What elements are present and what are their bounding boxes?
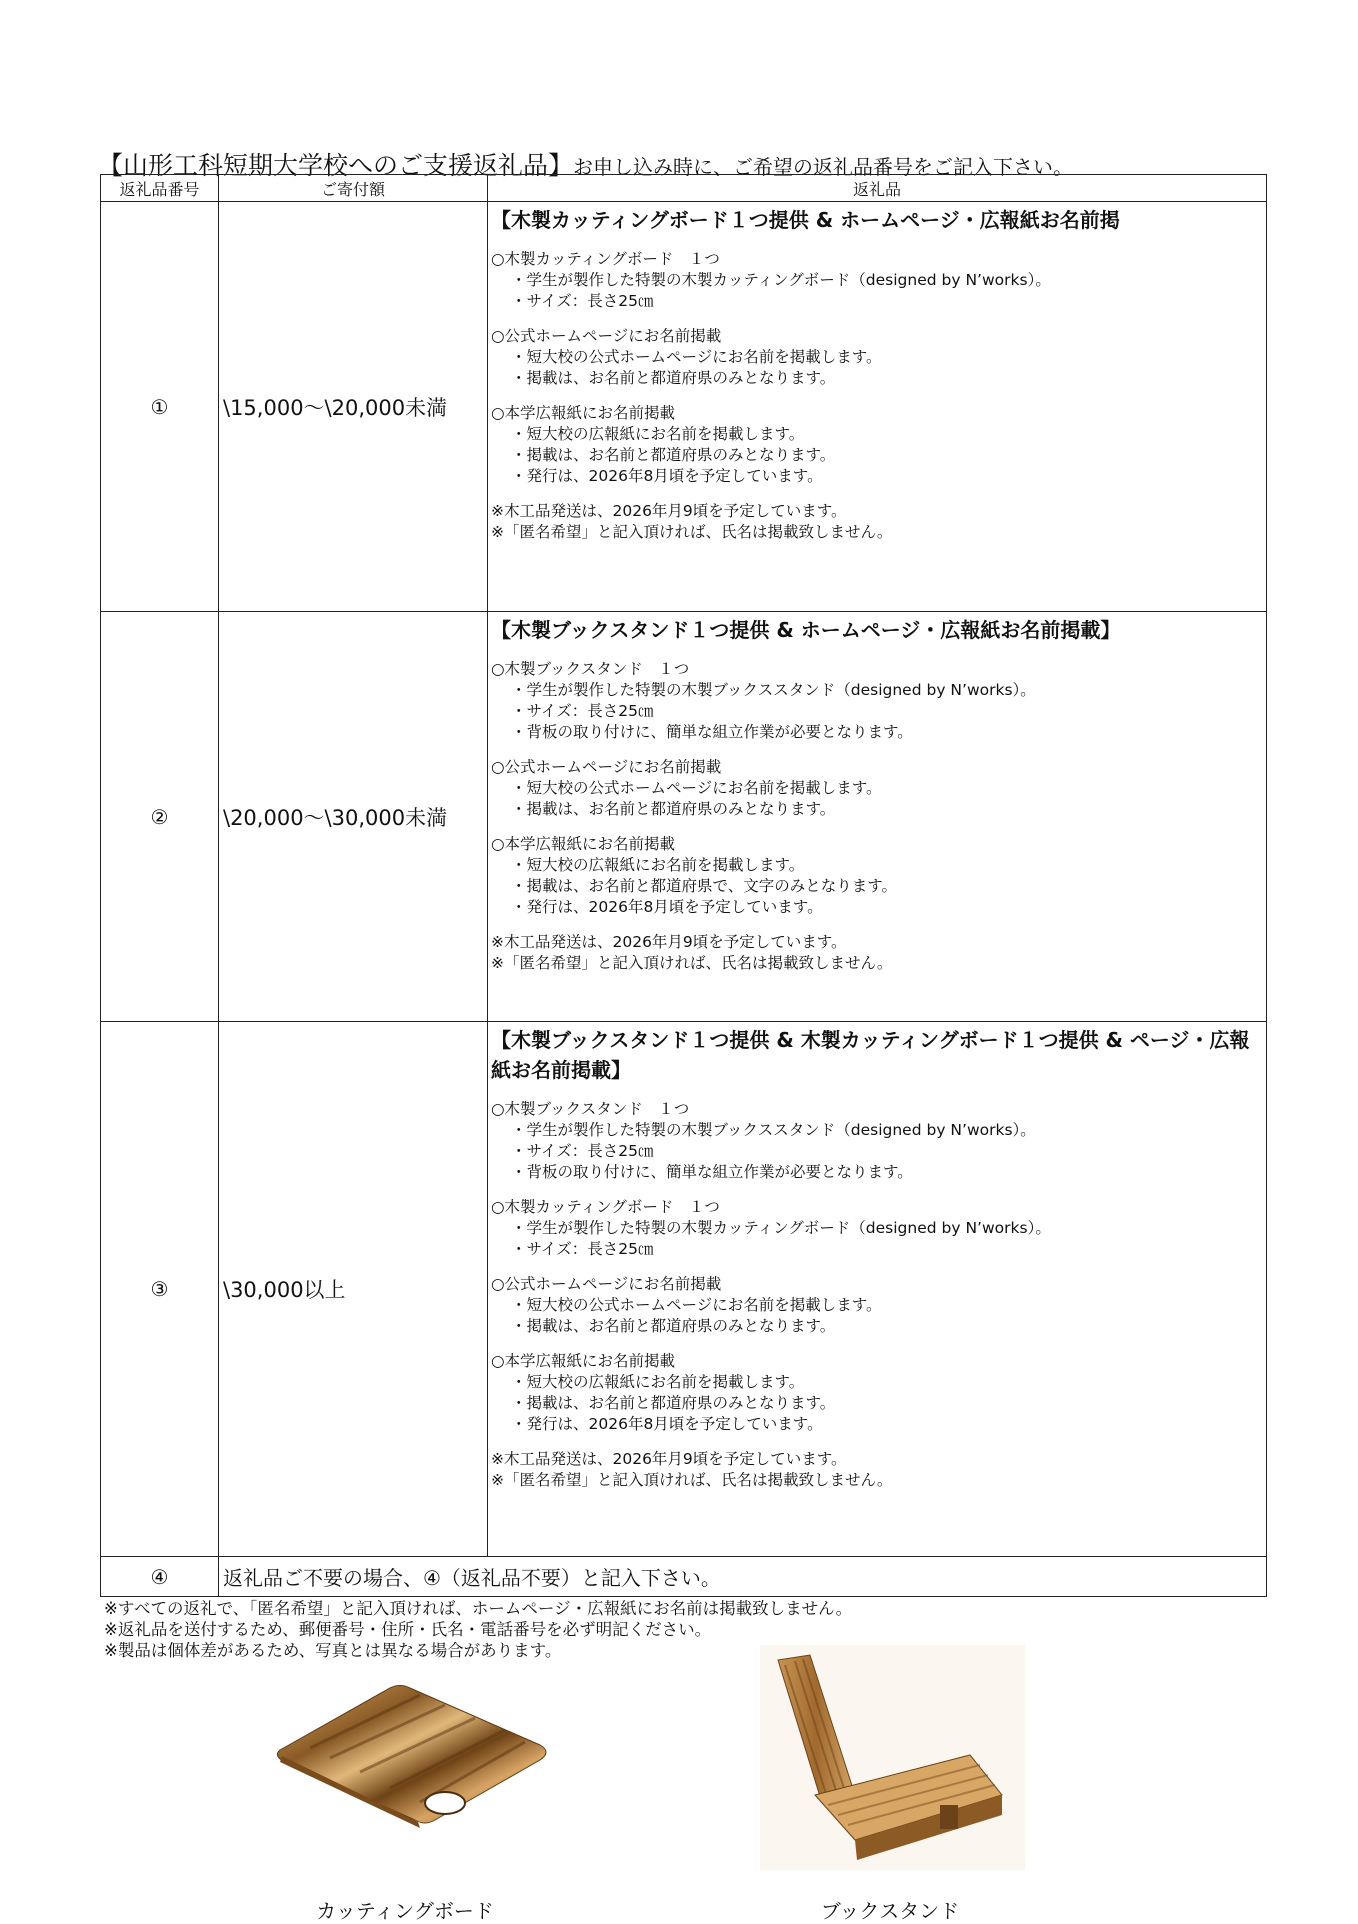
gift-notes (491, 501, 1266, 543)
list-item: ・サイズ：長さ25㎝ (511, 1240, 654, 1258)
note: ※「匿名希望」と記入頂ければ、氏名は掲載致しません。 (491, 523, 893, 541)
list-item: ・発行は、2026年8月頃を予定しています。 (511, 467, 823, 485)
cutting-board-photo (270, 1680, 560, 1830)
section-heading: ○本学広報紙にお名前掲載 (491, 1352, 676, 1370)
note: ※「匿名希望」と記入頂ければ、氏名は掲載致しません。 (491, 954, 893, 972)
list-item: ・掲載は、お名前と都道府県で、文字のみとなります。 (511, 877, 897, 895)
section-heading: ○本学広報紙にお名前掲載 (491, 835, 676, 853)
gift-section (491, 326, 1266, 389)
list-item: ・発行は、2026年8月頃を予定しています。 (511, 1415, 823, 1433)
footnote: ※製品は個体差があるため、写真とは異なる場合があります。 (104, 1641, 562, 1660)
list-item: ・背板の取り付けに、簡単な組立作業が必要となります。 (511, 723, 913, 741)
section-heading: ○公式ホームページにお名前掲載 (491, 327, 722, 345)
gift-description (488, 1022, 1267, 1557)
gift-notes (491, 1449, 1266, 1491)
list-item: ・短大校の広報紙にお名前を掲載します。 (511, 856, 805, 874)
list-item: ・背板の取り付けに、簡単な組立作業が必要となります。 (511, 1163, 913, 1181)
list-item: ・学生が製作した特製の木製カッティングボード（designed by N’works）。 (511, 1219, 1051, 1237)
list-item: ・短大校の公式ホームページにお名前を掲載します。 (511, 1296, 882, 1314)
list-item: ・学生が製作した特製の木製カッティングボード（designed by N’works）。 (511, 271, 1051, 289)
gift-description (488, 202, 1267, 612)
section-heading: ○木製ブックスタンド １つ (491, 660, 690, 678)
book-stand-photo (760, 1645, 1025, 1870)
section-heading: ○公式ホームページにお名前掲載 (491, 758, 722, 776)
footnote: ※すべての返礼で、「匿名希望」と記入頂ければ、ホームページ・広報紙にお名前は掲載致しません。 (104, 1599, 853, 1618)
list-item: ・学生が製作した特製の木製ブックススタンド（designed by N’works）。 (511, 681, 1036, 699)
gift-section (491, 403, 1266, 487)
note: ※「匿名希望」と記入頂ければ、氏名は掲載致しません。 (491, 1471, 893, 1489)
list-item: ・掲載は、お名前と都道府県のみとなります。 (511, 446, 836, 464)
document-title: 【山形工科短期大学校へのご支援返礼品】 (98, 151, 574, 180)
note: ※木工品発送は、2026年月9頃を予定しています。 (491, 1450, 847, 1468)
list-item: ・短大校の広報紙にお名前を掲載します。 (511, 1373, 805, 1391)
list-item: ・短大校の公式ホームページにお名前を掲載します。 (511, 348, 882, 366)
gift-notes (491, 932, 1266, 974)
section-heading: ○木製カッティングボード １つ (491, 1198, 720, 1216)
section-heading: ○本学広報紙にお名前掲載 (491, 404, 676, 422)
list-item: ・短大校の広報紙にお名前を掲載します。 (511, 425, 805, 443)
section-heading: ○木製カッティングボード １つ (491, 250, 720, 268)
list-item: ・サイズ：長さ25㎝ (511, 702, 654, 720)
donation-amount: \15,000〜\20,000未満 (219, 202, 488, 612)
list-item: ・掲載は、お名前と都道府県のみとなります。 (511, 1394, 836, 1412)
gift-section (491, 1099, 1266, 1183)
list-item: ・短大校の公式ホームページにお名前を掲載します。 (511, 779, 882, 797)
column-header-amount: ご寄付額 (219, 175, 488, 202)
table-row (101, 1557, 1267, 1597)
note: ※木工品発送は、2026年月9頃を予定しています。 (491, 502, 847, 520)
footnotes (104, 1598, 852, 1661)
gift-section (491, 249, 1266, 312)
list-item: ・サイズ：長さ25㎝ (511, 1142, 654, 1160)
gift-section (491, 1197, 1266, 1260)
gift-number: ① (101, 202, 219, 612)
table-row (101, 1022, 1267, 1557)
section-heading: ○公式ホームページにお名前掲載 (491, 1275, 722, 1293)
gift-section (491, 1274, 1266, 1337)
note: ※木工品発送は、2026年月9頃を予定しています。 (491, 933, 847, 951)
gift-number: ③ (101, 1022, 219, 1557)
list-item: ・学生が製作した特製の木製ブックススタンド（designed by N’works）。 (511, 1121, 1036, 1139)
gift-title: 【木製カッティングボード１つ提供 & ホームページ・広報紙お名前掲 (491, 208, 1120, 232)
gift-number: ④ (101, 1557, 219, 1597)
cutting-board-caption: カッティングボード (316, 1899, 494, 1923)
gift-description (488, 612, 1267, 1022)
gift-section (491, 1351, 1266, 1435)
list-item: ・掲載は、お名前と都道府県のみとなります。 (511, 1317, 836, 1335)
gift-table (100, 174, 1267, 1597)
column-header-gift: 返礼品 (488, 175, 1267, 202)
list-item: ・サイズ：長さ25㎝ (511, 292, 654, 310)
table-header-row (101, 175, 1267, 202)
gift-section (491, 659, 1266, 743)
list-item: ・発行は、2026年8月頃を予定しています。 (511, 898, 823, 916)
column-header-number: 返礼品番号 (101, 175, 219, 202)
gift-number: ② (101, 612, 219, 1022)
gift-section (491, 757, 1266, 820)
book-stand-caption: ブックスタンド (820, 1899, 960, 1923)
list-item: ・掲載は、お名前と都道府県のみとなります。 (511, 800, 836, 818)
no-gift-instruction: 返礼品ご不要の場合、④（返礼品不要）と記入下さい。 (219, 1557, 1267, 1597)
document-instruction: お申し込み時に、ご希望の返礼品番号をご記入下さい。 (573, 155, 1074, 179)
table-row (101, 612, 1267, 1022)
gift-title: 【木製ブックスタンド１つ提供 & 木製カッティングボード１つ提供 & ページ・広報紙お名前掲載】 (491, 1028, 1250, 1082)
gift-section (491, 834, 1266, 918)
donation-amount: \20,000〜\30,000未満 (219, 612, 488, 1022)
list-item: ・掲載は、お名前と都道府県のみとなります。 (511, 369, 836, 387)
gift-title: 【木製ブックスタンド１つ提供 & ホームページ・広報紙お名前掲載】 (491, 618, 1121, 642)
donation-amount: \30,000以上 (219, 1022, 488, 1557)
footnote: ※返礼品を送付するため、郵便番号・住所・氏名・電話番号を必ず明記ください。 (104, 1620, 712, 1639)
table-row (101, 202, 1267, 612)
section-heading: ○木製ブックスタンド １つ (491, 1100, 690, 1118)
